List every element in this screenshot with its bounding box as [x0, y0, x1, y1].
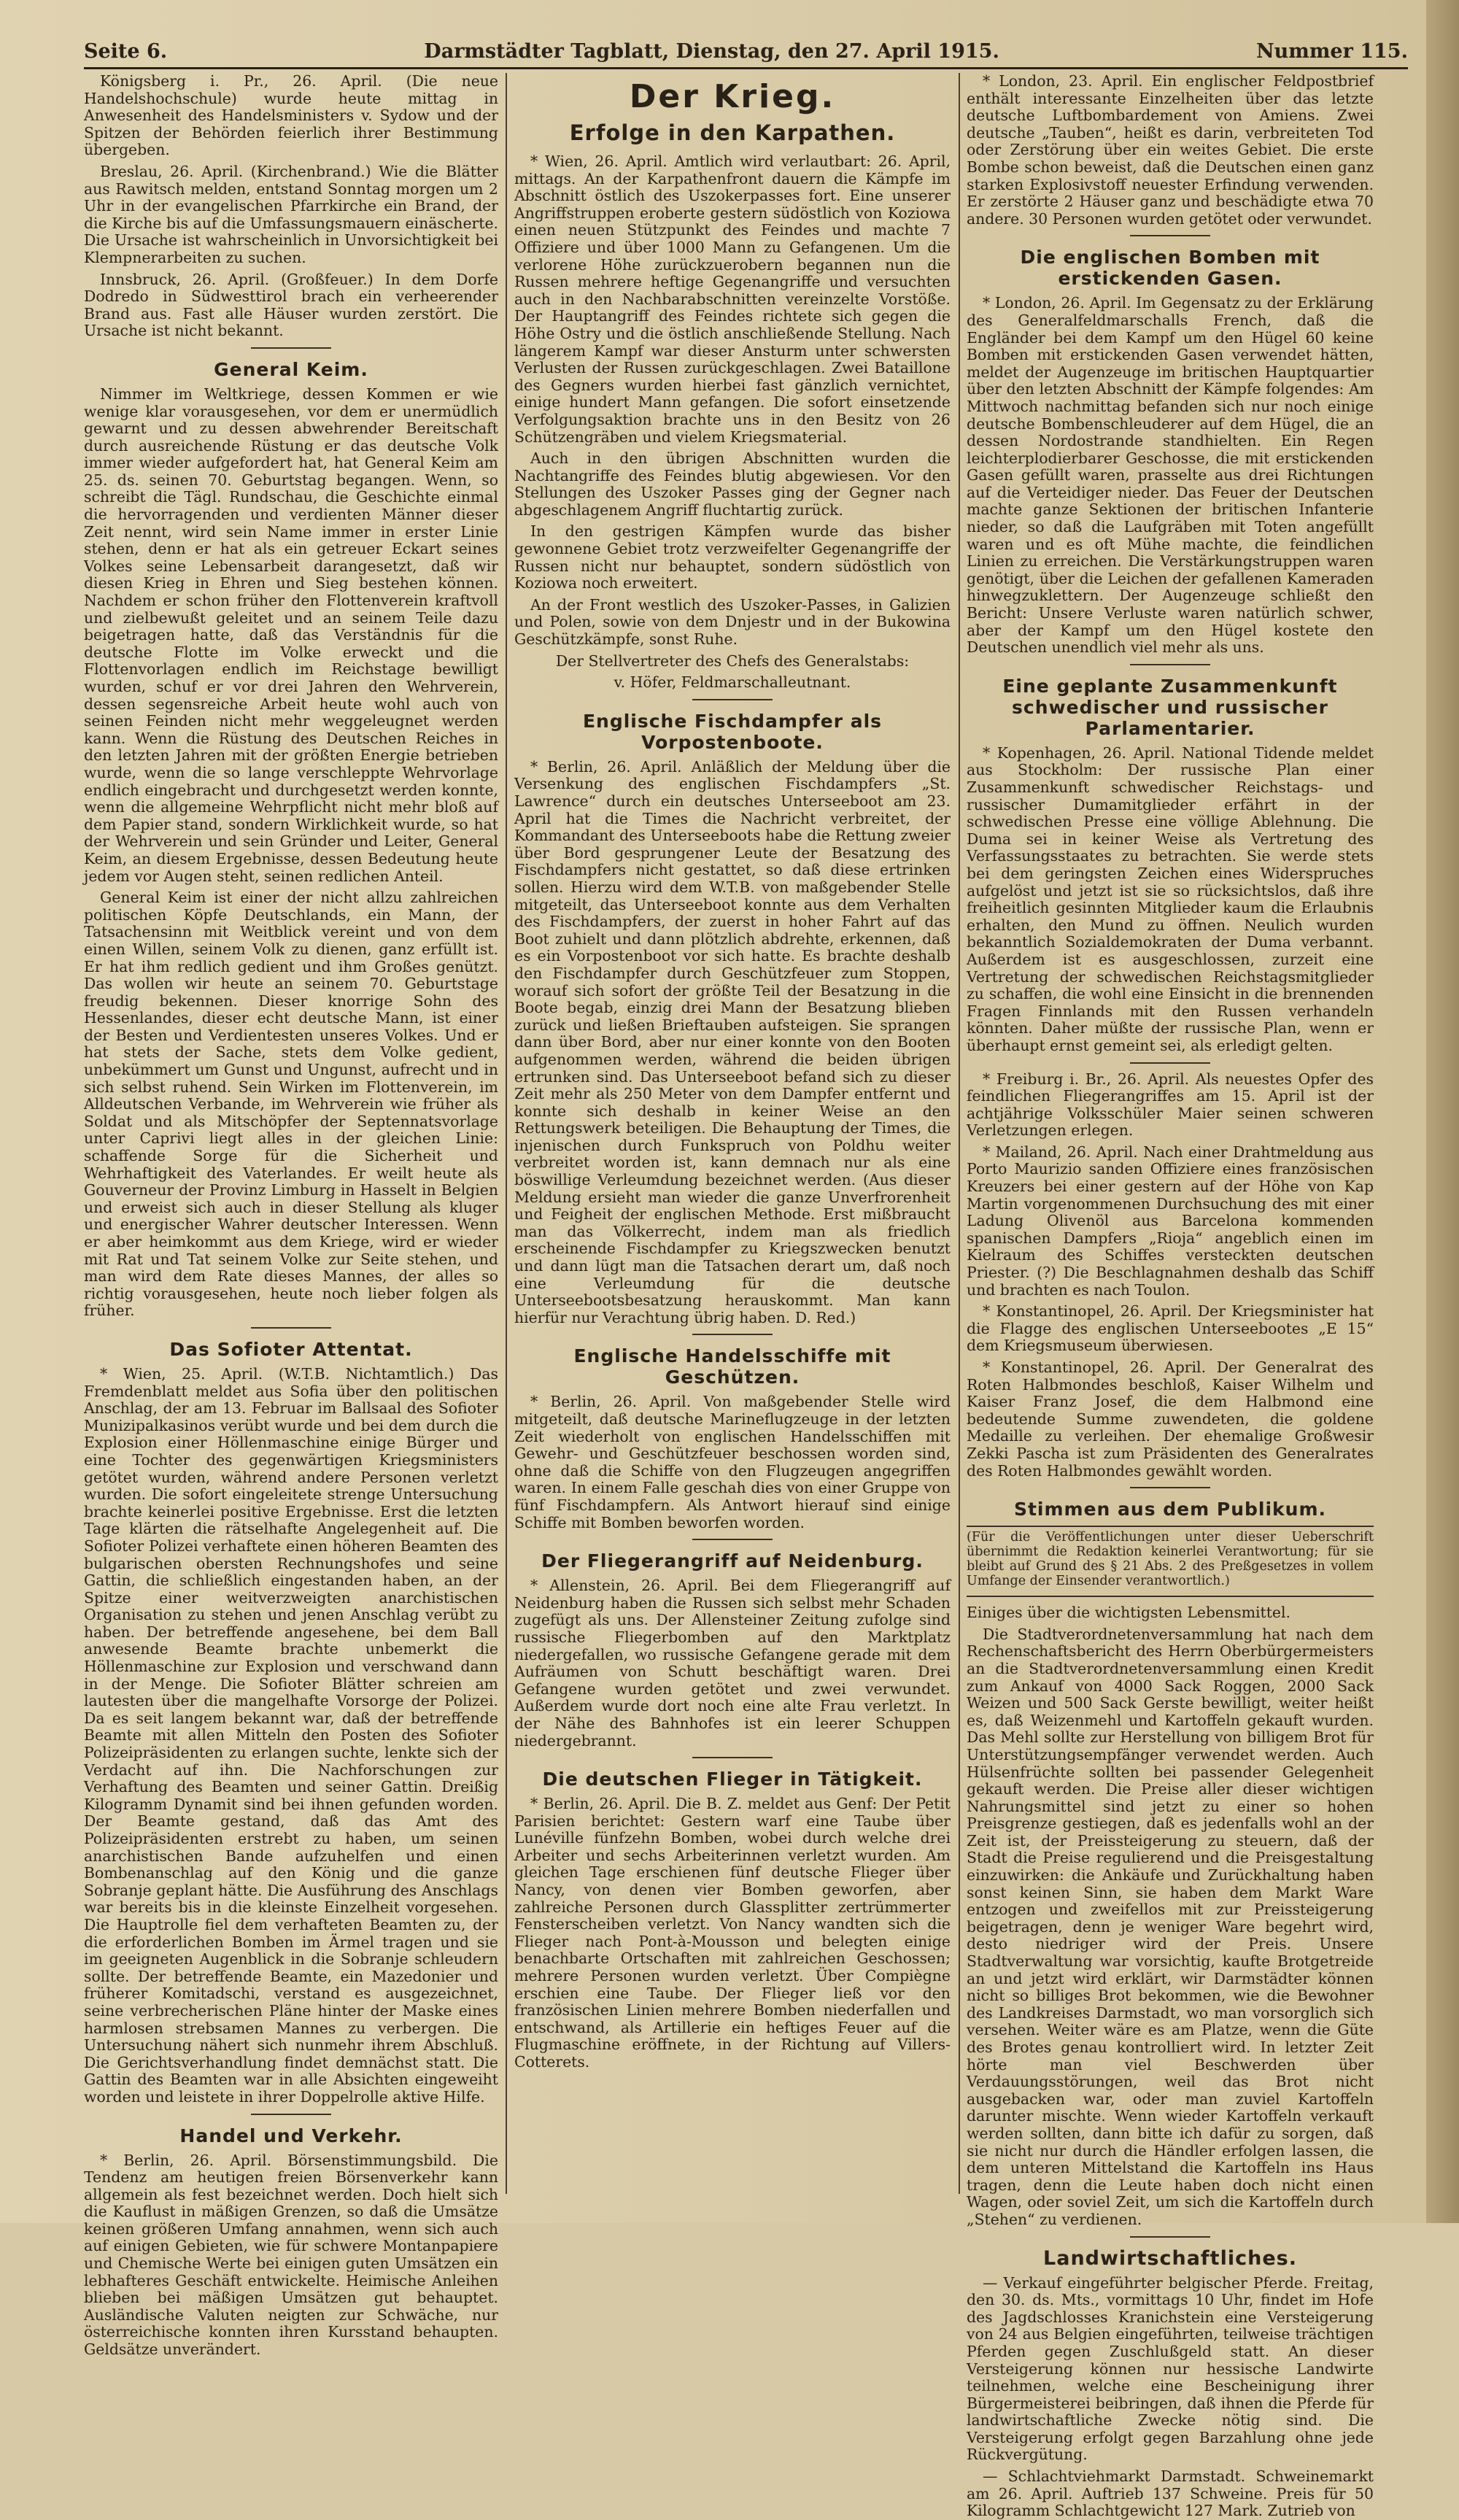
handel-paragraph: * Berlin, 26. April. Börsenstimmungsbild. Die Tendenz am heutigen freien Börsenverkehr kann allgemein als fest bezeichnet werden. Doch hielt sich die Kauflust in mäßigen Grenzen, so daß die Umsätze keinen größeren Umfang annahmen, wenn sich auch auf einigen Gebieten, wie für schwere Montanpapiere und Chemische Werte bei einigen guten Umsätzen ein lebhafteres Geschäft entwickelte. Heimische Anleihen blieben bei mäßigen Umsätzen gut behauptet. Ausländische Valuten neigten zur Schwäche, nur österreichische konnten ihren Kursstand behaupten. Geldsätze unverändert. [84, 2151, 498, 2359]
headline-fischdampfer: Englische Fischdampfer als Vorpostenboote. [582, 710, 883, 753]
article-konstantinopel-2: * Konstantinopel, 26. April. Der Generalrat des Roten Halbmondes beschloß, Kaiser Wilhelm und Kaiser Franz Josef, die dem Halbmond eine bedeutende Summe zuwendeten, die goldene Medaille zu verleihen. Der ehemalige Großwesir Zekki Pascha ist zum Präsidenten des Generalrates des Roten Halbmondes gewählt worden. [967, 1358, 1374, 1480]
article-innsbruck: Innsbruck, 26. April. (Großfeuer.) In dem Dorfe Dodredo in Südwesttirol brach ein verheerender Brand aus. Fast alle Häuser wurden zerstört. Die Ursache ist nicht bekannt. [84, 270, 498, 340]
divider [692, 1757, 773, 1758]
page-edge [1426, 0, 1459, 2223]
stimmen-letter-body: Die Stadtverordnetenversammlung hat nach dem Rechenschaftsbericht des Herrn Oberbürgermeisters an die Stadtverordnetenversammlung einen Kredit zum Ankauf von 4000 Sack Roggen, 2000 Sack Weizen und 500 Sack Gerste bewilligt, weiter heißt es, daß Weizenmehl und Kartoffeln gekauft wurden. Das Mehl sollte zur Herstellung von billigem Brot für Unterstützungsempfänger verwendet werden. Auch Hülsenfrüchte sollten bei passender Gelegenheit gekauft werden. Die Preise aller dieser wichtigen Nahrungsmittel sind jetzt zu einer so hohen Preisgrenze gestiegen, daß es jedenfalls wohl an der Zeit ist, der Preissteigerung zu steuern, daß der Stadt die Preise regulierend und die Preisgestaltung einzuwirken: die Ankäufe und Zurückhaltung haben sonst keinen Sinn, sie haben dem Markt Ware entzogen und zweifellos mit zur Preissteigerung beigetragen, denn je weniger Ware begehrt wird, desto niedriger wird der Preis. Unsere Stadtverwaltung war vorsichtig, kaufte Brotgetreide an und jetzt wird erklärt, wir Darmstädter können nicht so billiges Brot bekommen, wie die Bewohner des Landkreises Darmstadt, wo man vorsorglich sich versehen. Weiter wäre es am Platze, wenn die Güte des Brotes genau kontrolliert wird. In letzter Zeit hörte man viel Beschwerden über Verdauungsstörungen, weil das Brot nicht ausgebacken war, oder man zuviel Kartoffeln darunter mischte. Wenn wieder Kartoffeln verkauft werden sollten, dann bitte ich dafür zu sorgen, daß sie nicht nur durch die Händler erfolgen lassen, die dem unteren Mittelstand die Kartoffeln ins Haus tragen, denn die Leute haben doch nicht einen Wagen, oder soviel Zeit, um sich die Kartoffeln durch „Stehen“ zu verdienen. [967, 1625, 1374, 2228]
divider [1130, 664, 1210, 665]
karpathen-paragraph-1: * Wien, 26. April. Amtlich wird verlautbart: 26. April, mittags. An der Karpathenfront dauern die Kämpfe im Abschnitt östlich des Uszokerpasses fort. Eine unserer Angriffstruppen eroberte gestern südöstlich von Koziowa einen neuen Stützpunkt des Feindes und machte 7 Offiziere und über 1000 Mann zu Gefangenen. Um die verlorene Höhe zurückzuerobern begannen nun die Russen mehrere heftige Gegenangriffe und versuchten auch in den Nachbarabschnitten vereinzelte Vorstöße. Der Hauptangriff des Feindes richtete sich gegen die Höhe Ostry und die östlich anschließende Stellung. Nach längerem Kampf war dieser Ansturm unter schwersten Verlusten der Russen zurückgeschlagen. Zwei Bataillone des Gegners wurden hierbei fast gänzlich vernichtet, einige hundert Mann gefangen. Die sofort einsetzende Verfolgungsaktion brachte uns in den Besitz von 26 Schützengräben und vielem Kriegsmaterial. [514, 152, 951, 446]
headline-sofia-attentat: Das Sofioter Attentat. [169, 1338, 413, 1360]
karpathen-paragraph-2: Auch in den übrigen Abschnitten wurden die Nachtangriffe des Feindes blutig abgewiesen. Vor den Stellungen des Uszoker Passes ging der Gegner nach abgeschlagenem Angriff fluchtartig zurück. [514, 449, 951, 519]
column-rule [959, 73, 960, 2194]
headline-bomben-gasen: Die englischen Bomben mit erstickenden Gasen. [1020, 247, 1320, 290]
divider [692, 1539, 773, 1540]
headline-stimmen-publikum: Stimmen aus dem Publikum. [1013, 1499, 1327, 1520]
column-rule [506, 73, 507, 2194]
headline-handel-verkehr: Handel und Verkehr. [179, 2125, 403, 2146]
article-breslau: Breslau, 26. April. (Kirchenbrand.) Wie die Blätter aus Rawitsch melden, entstand Sonntag morgen um 2 Uhr in der evangelischen Pfarrkirche ein Brand, der die Kirche bis auf die Umfassungsmauern einäscherte. Die Ursache ist wahrscheinlich in Unvorsichtigkeit bei Klempnerarbeiten zu suchen. [84, 162, 498, 266]
article-konstantinopel-1: * Konstantinopel, 26. April. Der Kriegsminister hat die Flagge des englischen Unterseebootes „E 15“ dem Kriegsmuseum überwiesen. [967, 1302, 1374, 1355]
divider [1130, 2236, 1210, 2238]
sofia-paragraph: * Wien, 25. April. (W.T.B. Nichtamtlich.) Das Fremdenblatt meldet aus Sofia über den politischen Anschlag, der am 13. Februar im Ballsaal des Sofioter Munizipalkasinos verübt wurde und bei dem durch die Explosion einer Höllenmaschine einige Bürger und eine Tochter des gegenwärtigen Kriegsministers getötet wurden, während andere Personen verletzt wurden. Die sofort eingeleitete strenge Untersuchung brachte keinerlei positive Ergebnisse. Erst die letzten Tage klärten die rätselhafte Angelegenheit auf. Die Sofioter Polizei verhaftete einen höheren Beamten des bulgarischen obersten Rechnungshofes und seine Gattin, die schließlich eingestanden haben, an der Spitze einer weitverzweigten anarchistischen Organisation zu stehen und jenen Anschlag verübt zu haben. Der betreffende angesehene, bei dem Ball anwesende Beamte brachte unbemerkt die Höllenmaschine zur Explosion und verschwand dann in der Menge. Die Sofioter Blätter schreien am lautesten über die mangelhafte Vorsorge der Polizei. Da es seit langem bekannt war, daß der betreffende Beamte mit allen Mitteln den Posten des Sofioter Polizeipräsidenten zu erlangen suchte, lenkte sich der Verdacht auf ihn. Die Nachforschungen zur Verhaftung des Beamten und seiner Gattin. Dreißig Kilogramm Dynamit sind bei ihnen gefunden worden. Der Beamte gestand, daß das Amt des Polizeipräsidenten erstrebt zu haben, um seinen anarchistischen Bande aufzuhelfen und einen Bombenanschlag auf den König und die ganze Sobranje geplant hätte. Die Ausführung des Anschlags war bereits bis in die kleinste Einzelheit vorgesehen. Die Hauptrolle fiel dem verhafteten Beamten zu, der die erforderlichen Bomben im Ärmel tragen und sie im geeigneten Augenblick in die Sobranje schleudern sollte. Der betreffende Beamte, ein Mazedonier und früherer Komitadschi, verstand es ausgezeichnet, seine verbrecherischen Pläne hinter der Maske eines harmlosen strebsamen Mannes zu verbergen. Die Untersuchung nähert sich nunmehr ihrem Abschluß. Die Gerichtsverhandlung findet demnächst statt. Die Gattin des Beamten war in alle Absichten eingeweiht worden und leistete in ihrer Doppelrolle aktive Hilfe. [84, 1364, 498, 2106]
column-middle [514, 73, 951, 2208]
headline-handelsschiffe: Englische Handelsschiffe mit Geschützen. [573, 1345, 891, 1388]
article-mailand: * Mailand, 26. April. Nach einer Drahtmeldung aus Porto Maurizio sanden Offiziere eines französischen Kreuzers bei einer gestern auf der Höhe von Kap Martin vorgenommenen Durchsuchung des mit einer Ladung Olivenöl aus Barcelona kommenden spanischen Dampfers „Rioja“ angeblich einen im Kielraum des Schiffes versteckten deutschen Priester. (?) Die Beschlagnahmen deshalb das Schiff und brachten es nach Toulon. [967, 1143, 1374, 1299]
page-number: Seite 6. [84, 39, 168, 63]
bomben-paragraph: * London, 26. April. Im Gegensatz zu der Erklärung des Generalfeldmarschalls French, daß die Engländer bei dem Kampf um den Hügel 60 keine Bomben mit erstickenden Gasen verwendet hätten, meldet der Augenzeuge im britischen Hauptquartier über den letzten Abschnitt der Kämpfe folgendes: Am Mittwoch nachmittag befanden sich nur noch einige deutsche Bombenschleuderer auf dem Hügel, die an dessen Nordostrande standhielten. Ein Regen leichterplodierbarer Geschosse, die mit erstickenden Gasen gefüllt waren, prasselte aus drei Richtungen auf die Verteidiger nieder. Das Feuer der Deutschen machte ganze Sektionen der britischen Infanterie nieder, so daß die Laufgräben mit Toten angefüllt waren und es oft Mühe machte, die feindlichen Linien zu erreichen. Die Verstärkungstruppen waren genötigt, über die Leichen der gefallenen Kameraden hinwegzuklettern. Der Augenzeuge schließt den Bericht: Unsere Verluste waren natürlich schwer, aber der Kampf um den Hügel kostete den Deutschen unendlich viel mehr als uns. [967, 294, 1374, 657]
flieger-paragraph: * Berlin, 26. April. Die B. Z. meldet aus Genf: Der Petit Parisien berichtet: Gestern warf eine Taube über Lunéville fünfzehn Bomben, wobei durch welche drei Arbeiter und sechs Arbeiterinnen verletzt wurden. Am gleichen Tage erschienen fünf deutsche Flieger über Nancy, von denen vier Bomben geworfen, aber zahlreiche Personen durch Glassplitter zertrümmerter Fensterscheiben verletzt. Von Nancy wandten sich die Flieger nach Pont-à-Mousson und belegten einige benachbarte Ortschaften mit zahlreichen Geschossen; mehrere Personen wurden verletzt. Über Compiègne erschien eine Taube. Der Flieger ließ vor den französischen Linien mehrere Bomben niederfallen und entschwand, als Artillerie ein heftiges Feuer auf die Flugmaschine eröffnete, in der Richtung auf Villers-Cotterets. [514, 1795, 951, 2071]
column-left [84, 72, 498, 2359]
karpathen-paragraph-3: In den gestrigen Kämpfen wurde das bisher gewonnene Gebiet trotz verzweifelter Gegenangriffe der Russen nicht nur behauptet, sondern südöstlich von Koziowa noch erweitert. [514, 522, 951, 592]
headline-landwirtschaftliches: Landwirtschaftliches. [1043, 2246, 1297, 2270]
headline-der-krieg: Der Krieg. [629, 78, 836, 115]
issue-number: Nummer 115. [1255, 39, 1408, 63]
article-freiburg: * Freiburg i. Br., 26. April. Als neuestes Opfer des feindlichen Fliegerangriffes am 15. April ist der achtjährige Volksschüler Maier seinen schweren Verletzungen erlegen. [967, 1070, 1374, 1140]
divider [251, 1327, 331, 1329]
masthead-line: Darmstädter Tagblatt, Dienstag, den 27. April 1915. [424, 39, 999, 63]
divider [1130, 1062, 1210, 1064]
divider [692, 1334, 773, 1335]
divider [692, 699, 773, 700]
divider [1130, 1487, 1210, 1488]
article-koenigsberg: Königsberg i. Pr., 26. April. (Die neue Handelshochschule) wurde heute mittag in Anwesenheit des Handelsministers v. Sydow und der Spitzen der Behörden feierlich ihrer Bestimmung übergeben. [84, 72, 498, 159]
page-header [84, 35, 1408, 69]
stimmen-letter-title: Einiges über die wichtigsten Lebensmittel. [967, 1604, 1291, 1622]
zusammenkunft-paragraph: * Kopenhagen, 26. April. National Tidende meldet aus Stockholm: Der russische Plan einer Zusammenkunft schwedischer Reichstags- und russischer Dumamitglieder erfährt in der schwedischen Presse eine völlige Ablehnung. Die Duma sei in keiner Weise als Vertretung des Verfassungsstaates zu betrachten. Sie werde stets bei dem geringsten Zeichen eines Widerspruches aufgelöst und jetzt ist sie so rücksichtslos, daß ihre freiheitlich gesinnten Mitglieder kaum die Erlaubnis erhalten, den Mund zu öffnen. Neulich wurden bekanntlich Sozialdemokraten der Duma verbannt. Außerdem ist es ausgeschlossen, zurzeit eine Vertretung der schwedischen Reichstagsmitglieder zu schaffen, die wohl eine Einsicht in die brennenden Fragen Finnlands mit den Russen verhandeln könnten. Daher müßte der russische Plan, wenn er überhaupt ernst gemeint sei, als erledigt gelten. [967, 743, 1374, 1054]
disclaimer-box [967, 1526, 1374, 1597]
karpathen-signature-line-2: v. Höfer, Feldmarschalleutnant. [614, 673, 851, 692]
disclaimer-text: (Für die Veröffentlichungen unter dieser Ueberschrift übernimmt die Redaktion keinerlei Verantwortung; für sie bleibt auf Grund des § 21 Abs. 2 des Preßgesetzes in vollem Umfange der Einsender verantwortlich.) [967, 1530, 1374, 1589]
divider [1130, 235, 1210, 236]
headline-general-keim: General Keim. [214, 358, 368, 380]
divider [251, 2114, 331, 2115]
headline-neidenburg: Der Fliegerangriff auf Neidenburg. [541, 1550, 924, 1572]
divider [251, 347, 331, 349]
land-paragraph-pferde: — Verkauf eingeführter belgischer Pferde. Freitag, den 30. ds. Mts., vormittags 10 Uhr, findet im Hofe des Jagdschlosses Kranichstein eine Versteigerung von 24 aus Belgien eingeführten, teilweise trächtigen Pferden gegen Zuschlußgeld statt. An dieser Versteigerung können nur hessische Landwirte teilnehmen, welche eine Bescheinigung ihrer Bürgermeisterei beibringen, daß ihnen die Pferde für landwirtschaftliche Zwecke nötig sind. Die Versteigerung erfolgt gegen Barzahlung ohne jede Rückvergütung. [967, 2273, 1374, 2464]
headline-flieger: Die deutschen Flieger in Tätigkeit. [542, 1769, 923, 1790]
headline-karpathen: Erfolge in den Karpathen. [569, 120, 896, 145]
keim-paragraph-1: Nimmer im Weltkriege, dessen Kommen er wie wenige klar vorausgesehen, vor dem er unermüdlich gewarnt und zu dessen abwehrender Bereitschaft durch ausreichende Rüstung er das deutsche Volk immer wieder aufgefordert hat, hat General Keim am 25. ds. seinen 70. Geburtstag begangen. Wenn, so schreibt die Tägl. Rundschau, die Geschichte einmal die hervorragenden und verdienten Männer dieser Zeit nennt, wird sein Name immer in erster Linie stehen, denn er hat als ein getreuer Eckart seines Volkes seine Lebensarbeit darangesetzt, daß wir diesen Krieg in Ehren und Sieg bestehen können. Nachdem er schon früher den Flottenverein kraftvoll und zielbewußt geleitet und an seinem Teile dazu beigetragen hatte, daß das Verständnis für die deutsche Flotte im Volke erweckt und die Flottenvorlagen endlich im Reichstage bewilligt wurden, schuf er vor drei Jahren den Wehrverein, dessen segensreiche Arbeit heute wohl auch von seinen Feinden nicht mehr weggeleugnet werden kann. Wenn die Rüstung des Deutschen Reiches in den letzten Jahren mit der größten Energie betrieben wurde, wenn die so lange verschleppte Wehrvorlage endlich eingebracht und durchgesetzt werden konnte, wenn die allgemeine Wehrpflicht nicht mehr bloß auf dem Papier stand, sondern Wirklichkeit wurde, so hat der Wehrverein und sein Gründer und Leiter, General Keim, an diesem Ergebnisse, dessen Bedeutung heute jedem vor Augen steht, seinen redlichen Anteil. [84, 384, 498, 885]
land-paragraph-schlachtvieh: — Schlachtviehmarkt Darmstadt. Schweinemarkt am 26. April. Auftrieb 137 Schweine. Preis für 50 Kilogramm Schlachtgewicht 127 Mark. Zutrieb von [967, 2467, 1374, 2520]
karpathen-signature-line-1: Der Stellvertreter des Chefs des Generalstabs: [555, 652, 910, 670]
karpathen-paragraph-4: An der Front westlich des Uszoker-Passes, in Galizien und Polen, sowie von dem Dnjestr und in der Bukowina Geschützkämpfe, sonst Ruhe. [514, 595, 951, 649]
fischdampfer-paragraph: * Berlin, 26. April. Anläßlich der Meldung über die Versenkung des englischen Fischdampfers „St. Lawrence“ durch ein deutsches Unterseeboot am 23. April hat die Times die Nachricht verbreitet, der Kommandant des Unterseeboots habe die Rettung zweier über Bord gesprungener Leute der Besatzung des Fischdampfers nicht gestattet, so daß diese ertrinken sollen. Hierzu wird dem W.T.B. von maßgebender Stelle mitgeteilt, das Unterseeboot konnte aus dem Verhalten des Fischdampfers, der zuerst in hoher Fahrt auf das Boot zuhielt und dann plötzlich abdrehte, erkennen, daß es ein Vorpostenboot vor sich hatte. Es brachte deshalb den Fischdampfer durch Geschützfeuer zum Stoppen, worauf sich sofort der größte Teil der Besatzung in die Boote begab, einzig drei Mann der Besatzung blieben zurück und ließen Brieftauben aufsteigen. Sie sprangen dann über Bord, aber nur einer konnte von den Booten aufgenommen werden, während die beiden übrigen ertrunken sind. Das Unterseeboot befand sich zu dieser Zeit mehr als 250 Meter von dem Dampfer entfernt und konnte sich deshalb in keiner Weise an den Rettungswerk beteiligen. Die Behauptung der Times, die injenischen durch Funkspruch von Poldhu weiter verbreitet worden ist, kann demnach nur als eine böswillige Verleumdung bezeichnet werden. (Aus dieser Meldung ersieht man wieder die ganze Unverfrorenheit und Feigheit der englischen Methode. Erst mißbraucht man das Völkerrecht, indem man als friedlich erscheinende Fischdampfer zu Kriegszwecken benutzt und dann lügt man die Tatsachen derart um, daß noch eine Verleumdung für die deutsche Unterseebootsbesatzung herauskommt. Man kann hierfür nur Verachtung übrig haben. D. Red.) [514, 757, 951, 1326]
column-right [967, 72, 1374, 2520]
article-london-feldpost: * London, 23. April. Ein englischer Feldpostbrief enthält interessante Einzelheiten über das letzte deutsche Luftbombardement von Amiens. Zwei deutsche „Tauben“, heißt es darin, verbreiteten Tod oder Zerstörung über ein weites Gebiet. Die erste Bombe schon beweist, daß die Deutschen einen ganz starken Explosivstoff neuester Erfindung verwenden. Er zerstörte 2 Häuser ganz und beschädigte etwa 70 andere. 30 Personen wurden getötet oder verwundet. [967, 72, 1374, 228]
handelsschiffe-paragraph: * Berlin, 26. April. Von maßgebender Stelle wird mitgeteilt, daß deutsche Marineflugzeuge in der letzten Zeit wiederholt von englischen Handelsschiffen mit Gewehr- und Geschützfeuer beschossen worden sind, ohne daß die Schiffe von den Flugzeugen angegriffen waren. In einem Falle geschah dies von einer Gruppe von fünf Fischdampfern. Als Antwort hierauf sind einige Schiffe mit Bomben beworfen worden. [514, 1393, 951, 1531]
keim-paragraph-2: General Keim ist einer der nicht allzu zahlreichen politischen Köpfe Deutschlands, ein Mann, der Tatsachensinn mit Weitblick vereint und von dem einen Willen, seinem Volk zu dienen, ganz erfüllt ist. Er hat ihm redlich gedient und ihm Großes genützt. Das wollen wir heute an seinem 70. Geburtstage freudig bekennen. Dieser knorrige Sohn des Hessenlandes, dieser echt deutsche Mann, ist einer der Besten und Verdientesten unseres Volkes. Und er hat stets der Sache, stets dem Volke gedient, unbekümmert um Gunst und Ungunst, aufrecht und in sich selbst ruhend. Sein Wirken im Flottenverein, im Alldeutschen Verbande, im Wehrverein wie früher als Soldat und als Mitschöpfer der Septennatsvorlage unter Caprivi liegt alles in der gleichen Linie: schaffende Sorge für die Sicherheit und Wehrhaftigkeit des Vaterlandes. Er weilt heute als Gouverneur der Provinz Limburg in Hasselt in Belgien und erweist sich auch in dieser Stellung als kluger und energischer Wahrer deutscher Interessen. Wenn er aber heimkommt aus dem Kriege, wird er wieder mit Rat und Tat seinem Volke zur Seite stehen, und man wird dem Rate dieses Mannes, der alles so richtig vorausgesehen, heute noch lieber folgen als früher. [84, 889, 498, 1320]
headline-zusammenkunft: Eine geplante Zusammenkunft schwedischer und russischer Parlamentarier. [1002, 675, 1338, 739]
neidenburg-paragraph: * Allenstein, 26. April. Bei dem Fliegerangriff auf Neidenburg haben die Russen sich selbst mehr Schaden zugefügt als uns. Der Allensteiner Zeitung zufolge sind russische Fliegerbomben auf den Marktplatz niedergefallen, wo russische Gefangene gerade mit dem Aufräumen von Schutt beschäftigt waren. Drei Gefangene wurden getötet und zwei verwundet. Außerdem wurde dort noch eine alte Frau verletzt. In der Nähe des Bahnhofes ist ein leerer Schuppen niedergebrannt. [514, 1577, 951, 1750]
